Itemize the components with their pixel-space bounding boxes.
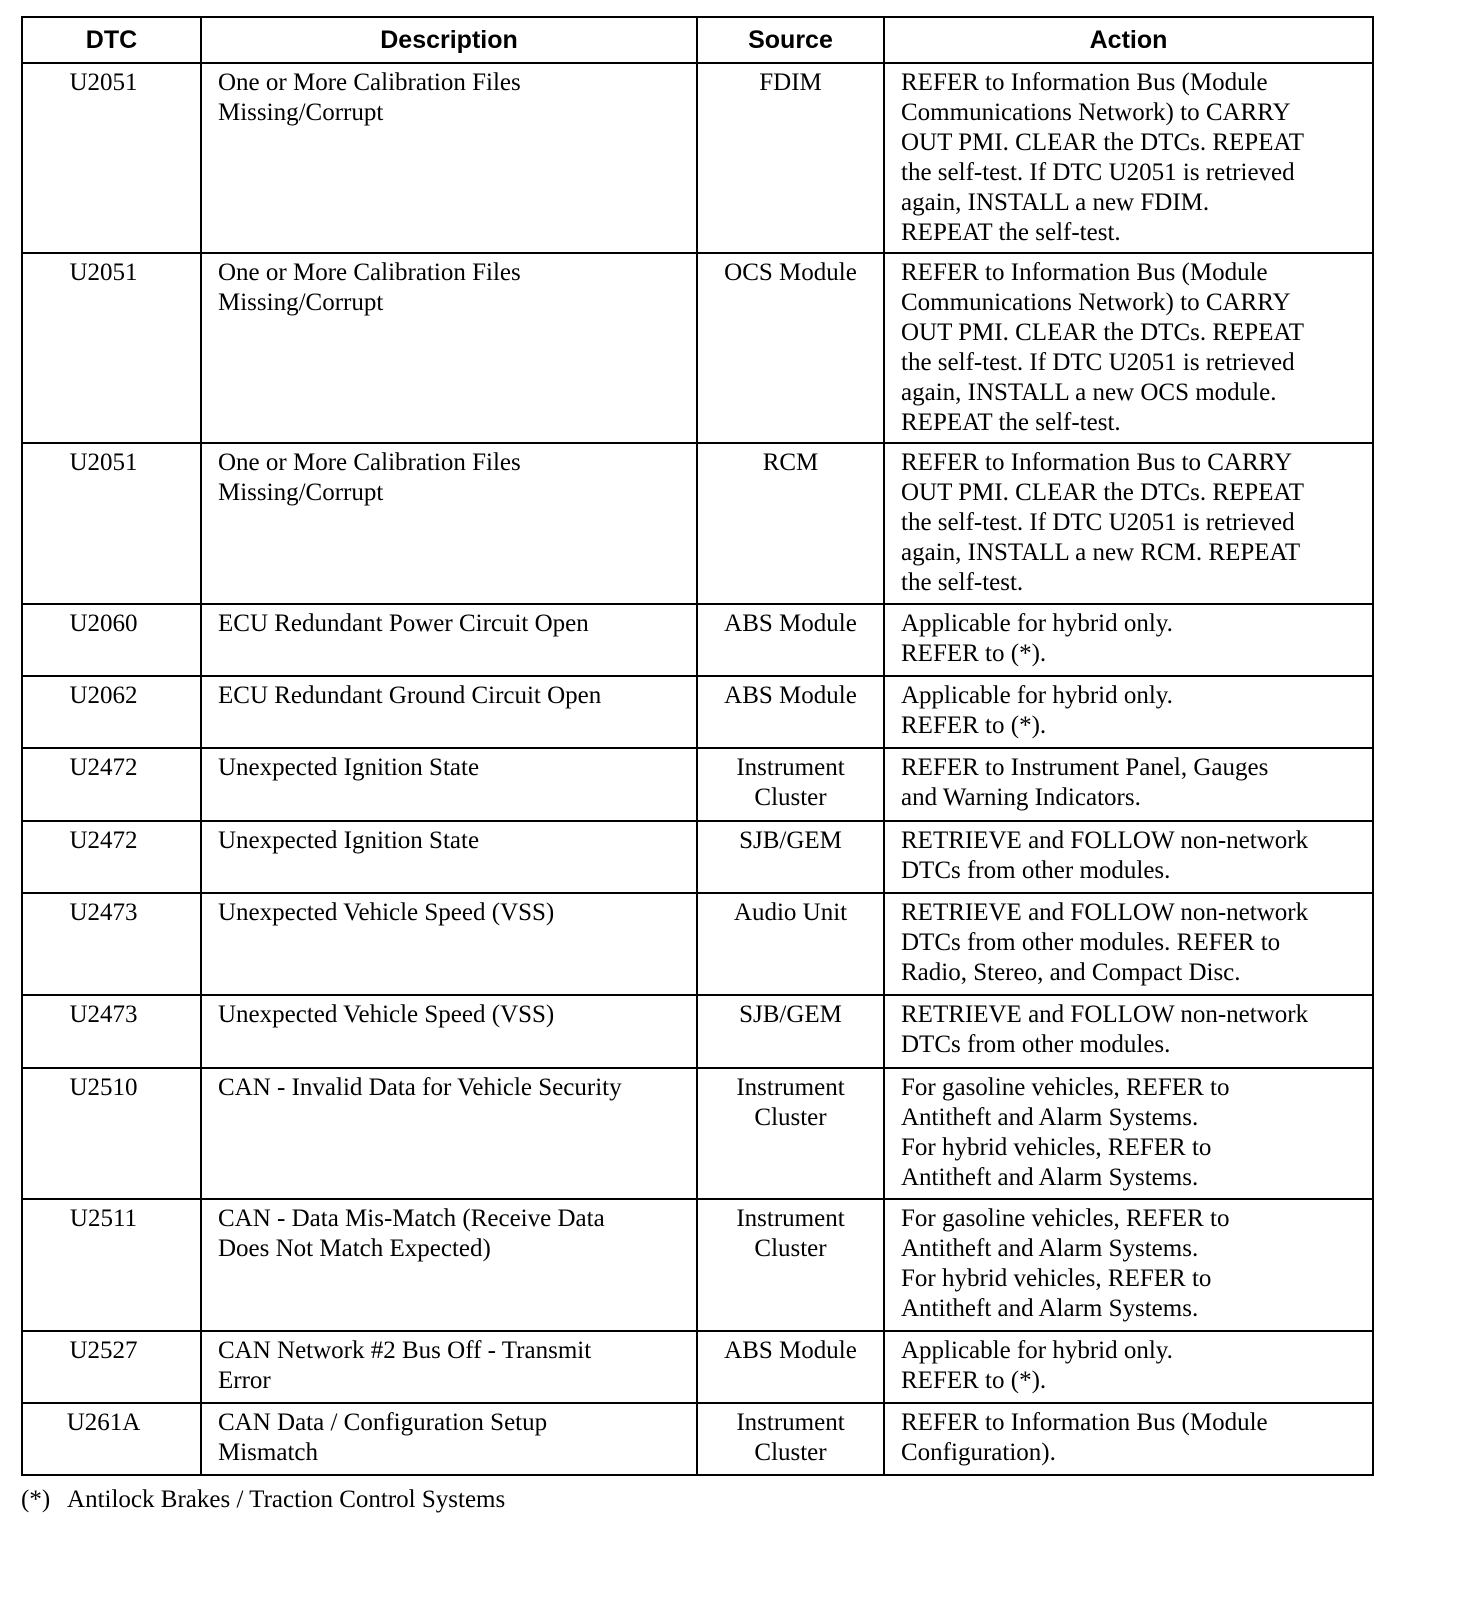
header-source: Source: [697, 17, 884, 63]
footnote: [21, 1486, 505, 1514]
cell-action: [884, 676, 1373, 748]
cell-description-line: Unexpected Vehicle Speed (VSS): [218, 899, 555, 926]
cell-description: [201, 748, 697, 821]
cell-description-line: CAN - Data Mis-Match (Receive Data: [218, 1205, 605, 1232]
cell-dtc-code: U2472: [22, 748, 201, 821]
cell-dtc-code: U2051: [22, 63, 201, 253]
cell-action-line: REFER to (*).: [901, 1367, 1047, 1394]
cell-source-line: Instrument: [736, 1409, 845, 1436]
cell-action-line: OUT PMI. CLEAR the DTCs. REPEAT: [901, 129, 1305, 156]
cell-source-line: RCM: [762, 449, 819, 476]
cell-action: [884, 253, 1373, 443]
cell-description-line: One or More Calibration Files: [218, 449, 521, 476]
cell-dtc-code: U2060: [22, 604, 201, 676]
cell-description-line: CAN - Invalid Data for Vehicle Security: [218, 1074, 622, 1101]
cell-action-line: REFER to Information Bus (Module: [901, 1409, 1268, 1436]
cell-description: [201, 1199, 697, 1331]
cell-description: [201, 676, 697, 748]
cell-description: [201, 1068, 697, 1199]
table-row: [22, 253, 1373, 443]
cell-action: [884, 1403, 1373, 1475]
cell-action-line: and Warning Indicators.: [901, 784, 1141, 811]
cell-action: [884, 63, 1373, 253]
cell-description-line: One or More Calibration Files: [218, 259, 521, 286]
cell-action-line: REFER to Information Bus to CARRY: [901, 449, 1293, 476]
cell-source: [697, 676, 884, 748]
cell-action-line: the self-test.: [901, 569, 1024, 596]
cell-action-line: For gasoline vehicles, REFER to: [901, 1074, 1230, 1101]
cell-description-line: Unexpected Ignition State: [218, 754, 480, 781]
cell-action-line: DTCs from other modules.: [901, 1031, 1171, 1058]
cell-action-line: Communications Network) to CARRY: [901, 289, 1291, 316]
cell-action-line: again, INSTALL a new FDIM.: [901, 189, 1210, 216]
cell-action-line: the self-test. If DTC U2051 is retrieved: [901, 159, 1295, 186]
cell-source-line: SJB/GEM: [739, 827, 842, 854]
cell-source-line: Cluster: [754, 1104, 827, 1131]
cell-description: [201, 821, 697, 893]
table-row: [22, 604, 1373, 676]
cell-source-line: Instrument: [736, 754, 845, 781]
cell-action-line: RETRIEVE and FOLLOW non-network: [901, 899, 1309, 926]
cell-source: [697, 1199, 884, 1331]
cell-action: [884, 748, 1373, 821]
cell-source: [697, 893, 884, 995]
cell-description-line: CAN Network #2 Bus Off - Transmit: [218, 1337, 592, 1364]
table-row: [22, 995, 1373, 1068]
cell-action-line: again, INSTALL a new RCM. REPEAT: [901, 539, 1301, 566]
dtc-table: [21, 16, 1374, 1476]
table-row: [22, 443, 1373, 604]
cell-source: [697, 1403, 884, 1475]
table-row: [22, 63, 1373, 253]
cell-action-line: Antitheft and Alarm Systems.: [901, 1235, 1199, 1262]
cell-source-line: Instrument: [736, 1205, 845, 1232]
cell-action-line: RETRIEVE and FOLLOW non-network: [901, 827, 1309, 854]
cell-description-line: Missing/Corrupt: [218, 289, 384, 316]
cell-description-line: CAN Data / Configuration Setup: [218, 1409, 548, 1436]
cell-dtc-code: U2527: [22, 1331, 201, 1403]
cell-action: [884, 995, 1373, 1068]
table-row: [22, 676, 1373, 748]
cell-action-line: REPEAT the self-test.: [901, 219, 1121, 246]
cell-dtc-code: U2473: [22, 995, 201, 1068]
table-row: [22, 821, 1373, 893]
cell-action: [884, 821, 1373, 893]
cell-source: [697, 748, 884, 821]
cell-action-line: DTCs from other modules.: [901, 857, 1171, 884]
cell-action-line: Antitheft and Alarm Systems.: [901, 1295, 1199, 1322]
cell-action-line: REFER to Information Bus (Module: [901, 69, 1268, 96]
cell-description: [201, 893, 697, 995]
cell-action-line: RETRIEVE and FOLLOW non-network: [901, 1001, 1309, 1028]
cell-dtc-code: U2511: [22, 1199, 201, 1331]
cell-action-line: For hybrid vehicles, REFER to: [901, 1134, 1212, 1161]
cell-source: [697, 995, 884, 1068]
cell-description: [201, 995, 697, 1068]
cell-dtc-code: U2051: [22, 253, 201, 443]
cell-source: [697, 604, 884, 676]
cell-action-line: the self-test. If DTC U2051 is retrieved: [901, 509, 1295, 536]
cell-action-line: REFER to Information Bus (Module: [901, 259, 1268, 286]
cell-dtc-code: U2472: [22, 821, 201, 893]
footnote-mark: (*): [21, 1486, 51, 1513]
cell-action-line: again, INSTALL a new OCS module.: [901, 379, 1277, 406]
cell-description: [201, 604, 697, 676]
cell-description-line: Unexpected Ignition State: [218, 827, 480, 854]
table-row: [22, 1068, 1373, 1199]
cell-action-line: REFER to Instrument Panel, Gauges: [901, 754, 1269, 781]
table-row: [22, 893, 1373, 995]
cell-description: [201, 1403, 697, 1475]
table-row: [22, 1199, 1373, 1331]
cell-action: [884, 1199, 1373, 1331]
cell-description: [201, 443, 697, 604]
header-description: Description: [201, 17, 697, 63]
cell-action-line: OUT PMI. CLEAR the DTCs. REPEAT: [901, 479, 1305, 506]
header-row: [22, 17, 1373, 63]
cell-description: [201, 1331, 697, 1403]
cell-source-line: Instrument: [736, 1074, 845, 1101]
cell-action-line: Radio, Stereo, and Compact Disc.: [901, 959, 1241, 986]
cell-source-line: Cluster: [754, 784, 827, 811]
cell-action-line: Antitheft and Alarm Systems.: [901, 1104, 1199, 1131]
cell-source-line: Cluster: [754, 1439, 827, 1466]
cell-source-line: ABS Module: [724, 1337, 857, 1364]
table-row: [22, 1331, 1373, 1403]
cell-source: [697, 253, 884, 443]
cell-action-line: Applicable for hybrid only.: [901, 682, 1173, 709]
cell-source-line: ABS Module: [724, 682, 857, 709]
cell-description-line: Mismatch: [218, 1439, 318, 1466]
cell-action-line: For hybrid vehicles, REFER to: [901, 1265, 1212, 1292]
cell-dtc-code: U2051: [22, 443, 201, 604]
cell-action-line: Configuration).: [901, 1439, 1056, 1466]
cell-source: [697, 63, 884, 253]
cell-action: [884, 1068, 1373, 1199]
cell-description-line: Unexpected Vehicle Speed (VSS): [218, 1001, 555, 1028]
cell-description-line: Missing/Corrupt: [218, 479, 384, 506]
cell-source: [697, 1331, 884, 1403]
cell-description-line: Missing/Corrupt: [218, 99, 384, 126]
table-row: [22, 748, 1373, 821]
cell-action-line: REFER to (*).: [901, 640, 1047, 667]
cell-description-line: One or More Calibration Files: [218, 69, 521, 96]
cell-action-line: REFER to (*).: [901, 712, 1047, 739]
cell-action-line: Communications Network) to CARRY: [901, 99, 1291, 126]
cell-action-line: Antitheft and Alarm Systems.: [901, 1164, 1199, 1191]
cell-source-line: ABS Module: [724, 610, 857, 637]
cell-action-line: For gasoline vehicles, REFER to: [901, 1205, 1230, 1232]
cell-description-line: ECU Redundant Power Circuit Open: [218, 610, 589, 637]
cell-source-line: SJB/GEM: [739, 1001, 842, 1028]
cell-source: [697, 821, 884, 893]
cell-source-line: OCS Module: [724, 259, 857, 286]
cell-source-line: FDIM: [759, 69, 822, 96]
cell-source: [697, 1068, 884, 1199]
cell-dtc-code: U2473: [22, 893, 201, 995]
cell-action: [884, 893, 1373, 995]
table-body: [22, 63, 1373, 1475]
cell-action: [884, 604, 1373, 676]
header-action: Action: [884, 17, 1373, 63]
table-row: [22, 1403, 1373, 1475]
cell-description: [201, 63, 697, 253]
cell-source: [697, 443, 884, 604]
cell-action-line: Applicable for hybrid only.: [901, 1337, 1173, 1364]
cell-dtc-code: U2062: [22, 676, 201, 748]
cell-action-line: the self-test. If DTC U2051 is retrieved: [901, 349, 1295, 376]
cell-description-line: Error: [218, 1367, 271, 1394]
cell-action-line: OUT PMI. CLEAR the DTCs. REPEAT: [901, 319, 1305, 346]
cell-action-line: REPEAT the self-test.: [901, 409, 1121, 436]
cell-dtc-code: U261A: [22, 1403, 201, 1475]
cell-action-line: DTCs from other modules. REFER to: [901, 929, 1281, 956]
cell-dtc-code: U2510: [22, 1068, 201, 1199]
cell-description-line: Does Not Match Expected): [218, 1235, 491, 1262]
header-dtc: DTC: [22, 17, 201, 63]
cell-source-line: Audio Unit: [733, 899, 848, 926]
cell-source-line: Cluster: [754, 1235, 827, 1262]
footnote-text: Antilock Brakes / Traction Control Systems: [67, 1486, 506, 1513]
cell-description: [201, 253, 697, 443]
cell-description-line: ECU Redundant Ground Circuit Open: [218, 682, 602, 709]
cell-action-line: Applicable for hybrid only.: [901, 610, 1173, 637]
cell-action: [884, 443, 1373, 604]
cell-action: [884, 1331, 1373, 1403]
